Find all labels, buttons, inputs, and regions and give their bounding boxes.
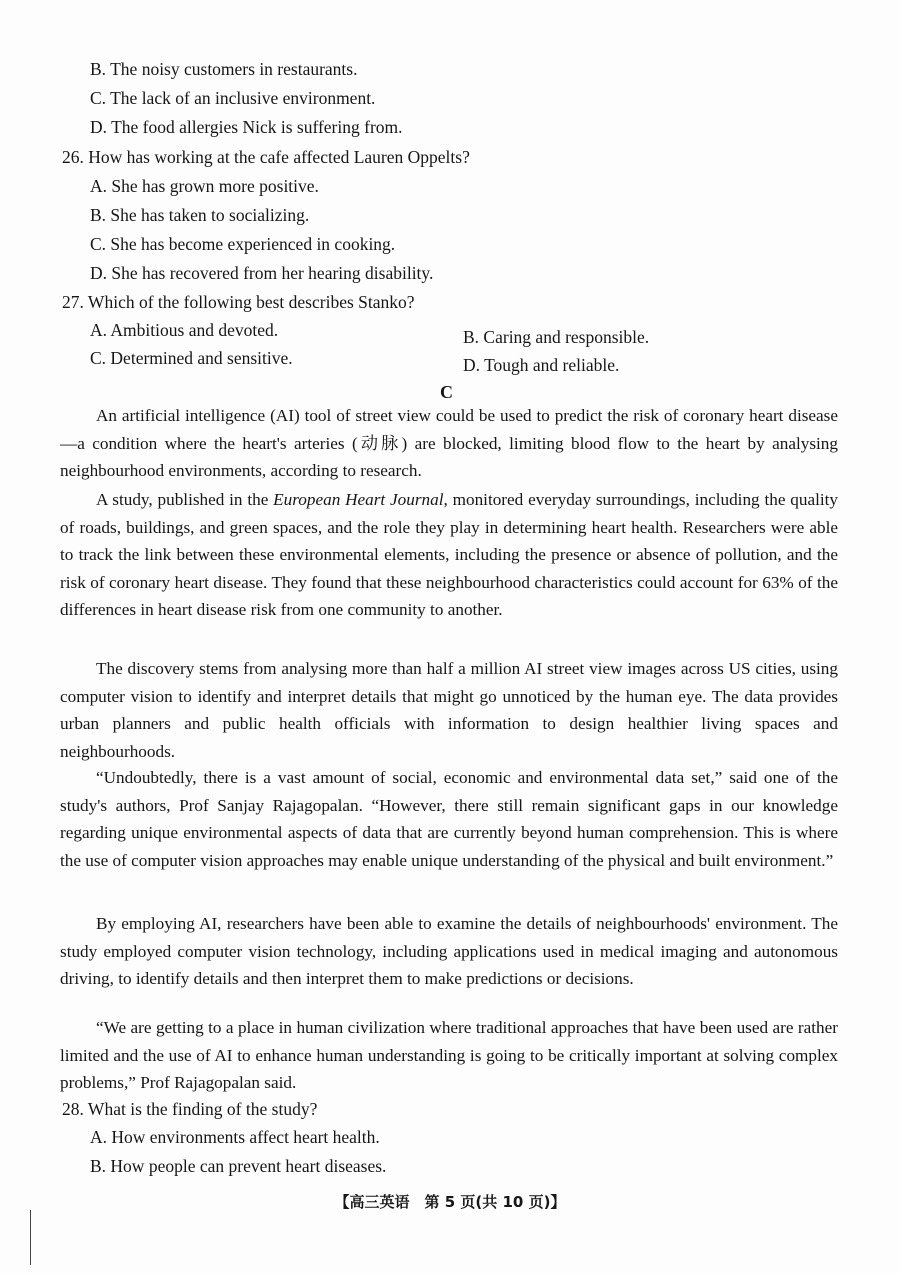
q26-question: 26. How has working at the cafe affected Lauren Oppelts? bbox=[62, 147, 470, 167]
passage-paragraph-3: The discovery stems from analysing more than half a million AI street view images across US cities, using computer vision to identify and interpret details that might go unnoticed by the human eye. The data provides urban planners and public health officials with information to design healthier living spaces and neighbourhoods. bbox=[60, 659, 838, 761]
q27-option-d: D. Tough and reliable. bbox=[463, 355, 620, 375]
q25-option-c: C. The lack of an inclusive environment. bbox=[90, 88, 376, 108]
q26-option-d: D. She has recovered from her hearing disability. bbox=[90, 263, 434, 283]
q26-option-a: A. She has grown more positive. bbox=[90, 176, 319, 196]
margin-line bbox=[30, 1210, 31, 1265]
passage-paragraph-6: “We are getting to a place in human civilization where traditional approaches that have been used are rather limited and the use of AI to enhance human understanding is going to be critically important at solving complex problems,” Prof Rajagopalan said. bbox=[60, 1018, 838, 1093]
q27-option-a: A. Ambitious and devoted. bbox=[90, 320, 279, 340]
q28-option-b: B. How people can prevent heart diseases. bbox=[90, 1156, 387, 1176]
page-footer: 【高三英语 第 5 页(共 10 页)】 bbox=[334, 1193, 566, 1211]
passage-paragraph-4: “Undoubtedly, there is a vast amount of social, economic and environmental data set,” said one of the study's authors, Prof Sanjay Rajagopalan. “However, there still remain significant gaps in our knowledge regarding unique environmental aspects of data that are currently beyond human comprehension. This is where the use of computer vision approaches may enable unique understanding of the physical and built environment.” bbox=[60, 768, 838, 870]
q27-option-b: B. Caring and responsible. bbox=[463, 327, 650, 347]
q28-option-a: A. How environments affect heart health. bbox=[90, 1127, 380, 1147]
passage-paragraph-1: An artificial intelligence (AI) tool of street view could be used to predict the risk of coronary heart disease—a condition where the heart's arteries (动脉) are blocked, limiting blood flow to the heart by analysing neighbourhood environments, according to research. bbox=[60, 406, 838, 481]
q27-option-c: C. Determined and sensitive. bbox=[90, 348, 293, 368]
q26-option-c: C. She has become experienced in cooking. bbox=[90, 234, 396, 254]
passage-paragraph-5: By employing AI, researchers have been able to examine the details of neighbourhoods' environment. The study employed computer vision technology, including applications used in medical imaging and autonomous driving, to identify details and then interpret them to make predictions or decisions. bbox=[60, 914, 838, 989]
passage-paragraph-2: A study, published in the European Heart Journal, monitored everyday surroundings, including the quality of roads, buildings, and green spaces, and the role they play in determining heart health. Researchers were able to track the link between these environmental elements, including the presence or absence of pollution, and the risk of coronary heart disease. They found that these neighbourhood characteristics could account for 63% of the differences in heart disease risk from one community to another. bbox=[60, 490, 839, 620]
section-heading: C bbox=[440, 382, 453, 402]
q27-question: 27. Which of the following best describes Stanko? bbox=[62, 292, 415, 312]
q25-option-d: D. The food allergies Nick is suffering from. bbox=[90, 117, 403, 137]
q28-question: 28. What is the finding of the study? bbox=[62, 1099, 318, 1119]
q25-option-b: B. The noisy customers in restaurants. bbox=[90, 59, 358, 79]
q26-option-b: B. She has taken to socializing. bbox=[90, 205, 310, 225]
journal-title: European Heart Journal bbox=[273, 490, 444, 509]
